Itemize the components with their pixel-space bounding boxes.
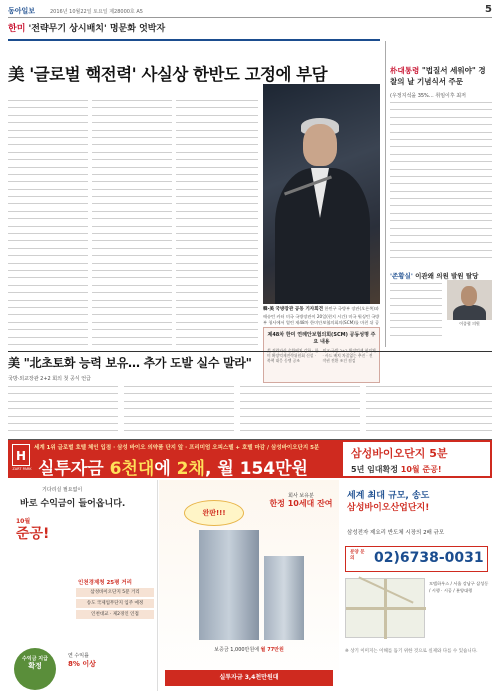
right-column-headline-text: "법질서 세워야" 경찰의 날 기념식서 주문	[390, 66, 486, 86]
hotel-logo-icon: H	[12, 444, 30, 466]
masthead	[8, 4, 492, 18]
section-rule	[8, 39, 380, 41]
ad-deposit-text-b: 월 77만원	[260, 647, 284, 653]
scm-info-box	[263, 327, 380, 383]
lawmaker-portrait	[447, 280, 492, 320]
ad-left-headline: 바로 수익금이 들어옵니다.	[20, 499, 126, 509]
ad-main-highlight-1: 6천대	[109, 459, 155, 479]
ad-right-subhead: 삼성전자 제요리 반도체 시장의 2배 규모	[347, 530, 445, 536]
ad-left-panel	[8, 480, 158, 691]
right-column-headline-accent: 朴대통령	[390, 66, 420, 75]
article-column-3	[176, 100, 258, 351]
ad-main-highlight-2: 2채	[176, 459, 205, 479]
ad-return-rate-label: 연 수익률	[68, 653, 89, 659]
info-box-right: · 사드 배치 차질없는 추진 · 전작권 전환 조건 점검	[322, 353, 373, 363]
right-column-subhead: (우정지석을 35%… 취임이후 최저	[390, 93, 466, 99]
ad-phone-label: 분양 문의	[350, 550, 365, 561]
main-headline: 美 '글로벌 핵전력' 사실상 한반도 고정에 부담	[8, 65, 328, 84]
right-column-headline-2-text: 이관왜 의원 발원 탈당	[412, 272, 479, 280]
ad-right-panel	[341, 480, 492, 691]
ad-left-completion-month: 10월	[16, 518, 31, 525]
ad-sold-out-bubble: 완판!!!	[184, 500, 244, 526]
ad-remaining-tag-big: 한정 10세대 잔여	[269, 499, 333, 508]
info-box-left: 미 확장억제전략위원회 신설 · 북핵 대응 동맹 공조	[267, 353, 316, 363]
ad-right-banner	[341, 440, 492, 478]
ad-return-badge-label: 수익금 지급	[22, 656, 48, 662]
ad-phone-number[interactable]: 02)6738-0031	[374, 550, 484, 566]
ad-price-bar: 실투자금 3,4천만원대	[165, 670, 333, 686]
portrait-caption: 이종협 의원	[459, 321, 480, 326]
ad-return-rate-value: 8% 이상	[68, 660, 96, 668]
second-article-col-4	[366, 386, 492, 438]
ad-deposit-text	[165, 646, 333, 655]
ad-right-banner-sub-a: 5년 임대확정	[351, 465, 401, 474]
ad-deposit-text-a: 보증금 1,000만원에	[214, 647, 261, 653]
ad-middle-panel	[159, 480, 339, 691]
photo-caption-text: 한민구 국방부 장관(오른쪽)과 애슈턴 카터 미국 국방장관이 20일(현지 시간) 미국 워싱턴 국방부 청사에서 열린 제48차 한미안보협의회의(SCM)를 마친 뒤 공	[263, 306, 380, 325]
ad-right-headline-b: 삼성바이오산업단지!	[347, 503, 430, 513]
ad-disclaimer: ※ 상기 이미지는 이해를 돕기 위한 것으로 실제와 다를 수 있습니다.	[345, 649, 478, 654]
ad-left-completion-word: 준공!	[16, 526, 50, 542]
right-column-text-2	[390, 283, 442, 342]
ad-right-banner-sub	[351, 464, 442, 475]
ad-main-copy	[38, 454, 308, 479]
ad-remaining-tag-small: 회사 보유분	[288, 493, 314, 499]
advertisement	[8, 439, 492, 691]
second-article-col-3	[240, 386, 360, 438]
section-heading-text: '전략무기 상시배치' 명문화 엇박자	[25, 24, 166, 34]
second-article-col-1	[8, 386, 118, 438]
ad-left-feature-list	[76, 588, 154, 621]
second-subhead: 국방·외교장관 2+2 회의 첫 공식 언급	[8, 376, 91, 382]
ad-return-badge	[14, 648, 56, 690]
second-article-col-2	[124, 386, 234, 438]
ad-right-headline-a: 세계 최대 규모, 송도	[347, 491, 430, 501]
ad-return-badge-value: 확정	[28, 662, 42, 670]
ad-left-intro: 기다리실 필요없이	[42, 487, 83, 493]
building-illustration-2	[264, 556, 304, 640]
ad-right-headline	[347, 490, 429, 514]
hotel-logo-text: ZART PARK	[12, 467, 32, 471]
issue-date: 2016년 10월22일 토요일 제28000호 A5	[50, 9, 143, 15]
ad-return-rate	[68, 652, 96, 669]
building-illustration	[199, 530, 259, 640]
ad-top-strip: 세계 1위 글로벌 호텔 체인 입점 · 삼성 바이오 의약품 단지 앞 · 프리미엄 오피스텔 + 호텔 마감 / 삼성바이오단지 5분	[34, 445, 320, 451]
ad-feature-item: 삼성바이오단지 5분 거리	[76, 588, 154, 597]
ad-feature-item: 송도 국제업무단지 입주 예정	[76, 599, 154, 608]
right-column-text	[390, 102, 492, 265]
right-column-headline-2-accent: '존황실'	[390, 272, 413, 280]
ad-remaining-tag	[269, 492, 333, 508]
ad-feature-item: 인천대교 · 제2경인 인접	[76, 610, 154, 619]
location-map	[345, 578, 425, 638]
section-heading-accent: 한미	[8, 24, 26, 34]
ad-main-mid: 에	[154, 459, 171, 479]
ad-right-banner-sub-b: 10월 준공!	[400, 465, 442, 474]
ad-main-prefix: 실투자금	[38, 459, 104, 479]
page-number: 5	[485, 4, 492, 15]
press-conference-photo	[263, 84, 380, 304]
article-column-2	[92, 100, 172, 351]
article-divider	[8, 351, 492, 352]
photo-caption-title: 韓·美 국방장관 공동 기자회견	[263, 307, 324, 312]
ad-phone-box[interactable]	[345, 546, 488, 572]
info-box-title: 제48차 한미 연례안보협의회(SCM) 공동성명 주요 내용	[267, 332, 376, 345]
newspaper-logo: 동아일보	[8, 7, 36, 15]
ad-left-location: 인천경제청 25평 거리	[78, 580, 132, 586]
second-headline: 美 "北초토화 능력 보유… 추가 도발 실수 말라"	[8, 356, 252, 370]
ad-contact-info: 모델하우스 / 서울 강남구 삼성동 / 시행 · 시공 / 분양대행	[429, 581, 489, 593]
ad-right-banner-title: 삼성바이오단지 5분	[351, 447, 448, 460]
right-column-headline	[390, 65, 492, 87]
article-column-1	[8, 100, 88, 351]
section-heading	[8, 21, 165, 34]
ad-left-completion	[16, 518, 68, 542]
ad-main-suffix: , 월 154만원	[204, 459, 308, 479]
column-divider	[385, 41, 386, 347]
right-column-headline-2	[390, 271, 478, 280]
